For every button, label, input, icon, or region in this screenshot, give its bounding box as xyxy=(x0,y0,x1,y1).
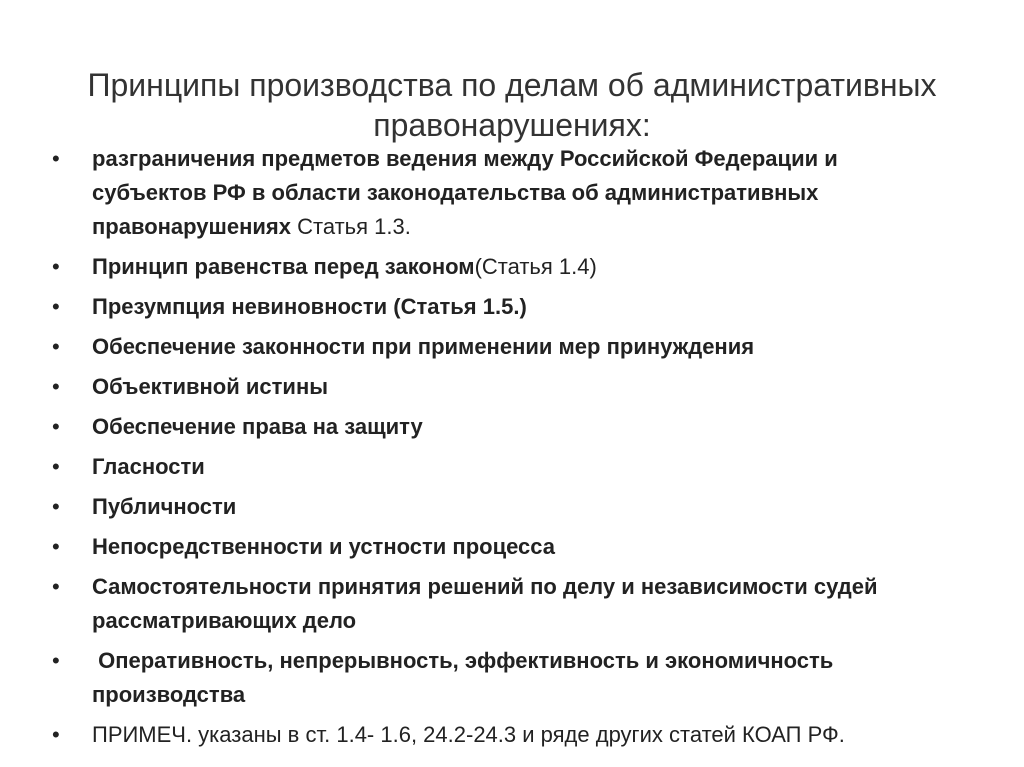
list-item xyxy=(52,290,992,324)
title-line-1: Принципы производства по делам об административных xyxy=(87,67,937,104)
list-item xyxy=(52,410,992,444)
item-text: рассматривающих дело xyxy=(92,608,357,633)
list-item xyxy=(52,490,992,524)
bullet-icon: • xyxy=(52,648,60,673)
title-line-2: правонарушениях: xyxy=(373,107,651,144)
list-item xyxy=(52,330,992,364)
item-text: производства xyxy=(92,682,246,707)
bullet-icon: • xyxy=(52,534,60,559)
item-text: правонарушениях xyxy=(92,214,291,239)
list-item xyxy=(52,450,992,484)
list-item xyxy=(52,644,992,712)
bullet-icon: • xyxy=(52,146,60,171)
item-text: Принцип равенства перед законом xyxy=(92,254,475,279)
item-text: Гласности xyxy=(92,454,205,479)
list-item xyxy=(52,530,992,564)
item-article-ref: (Статья 1.4) xyxy=(474,254,597,279)
item-text: Обеспечение права на защиту xyxy=(92,414,423,439)
item-text: разграничения предметов ведения между Российской Федерации и xyxy=(92,146,838,171)
bullet-icon: • xyxy=(52,722,60,747)
list-item xyxy=(52,570,992,638)
item-text: Оперативность, непрерывность, эффективность и экономичность xyxy=(92,648,834,673)
principles-list xyxy=(52,142,992,758)
bullet-icon: • xyxy=(52,414,60,439)
item-text: Непосредственности и устности процесса xyxy=(92,534,556,559)
bullet-icon: • xyxy=(52,254,60,279)
list-item xyxy=(52,142,992,244)
bullet-icon: • xyxy=(52,294,60,319)
bullet-icon: • xyxy=(52,454,60,479)
item-text: Объективной истины xyxy=(92,374,329,399)
item-text: субъектов РФ в области законодательства об административных xyxy=(92,180,819,205)
bullet-icon: • xyxy=(52,374,60,399)
note-text: ПРИМЕЧ. указаны в ст. 1.4- 1.6, 24.2-24.3 и ряде других статей КОАП РФ. xyxy=(92,722,845,747)
item-text: Публичности xyxy=(92,494,237,519)
item-article-ref: Статья 1.3. xyxy=(291,214,411,239)
item-text: Обеспечение законности при применении мер принуждения xyxy=(92,334,755,359)
bullet-icon: • xyxy=(52,494,60,519)
bullet-icon: • xyxy=(52,574,60,599)
list-item xyxy=(52,250,992,284)
bullet-icon: • xyxy=(52,334,60,359)
item-text: Презумпция невиновности (Статья 1.5.) xyxy=(92,294,527,319)
list-item xyxy=(52,370,992,404)
slide-title xyxy=(60,65,964,145)
item-text: Самостоятельности принятия решений по делу и независимости судей xyxy=(92,574,878,599)
list-item xyxy=(52,718,992,752)
